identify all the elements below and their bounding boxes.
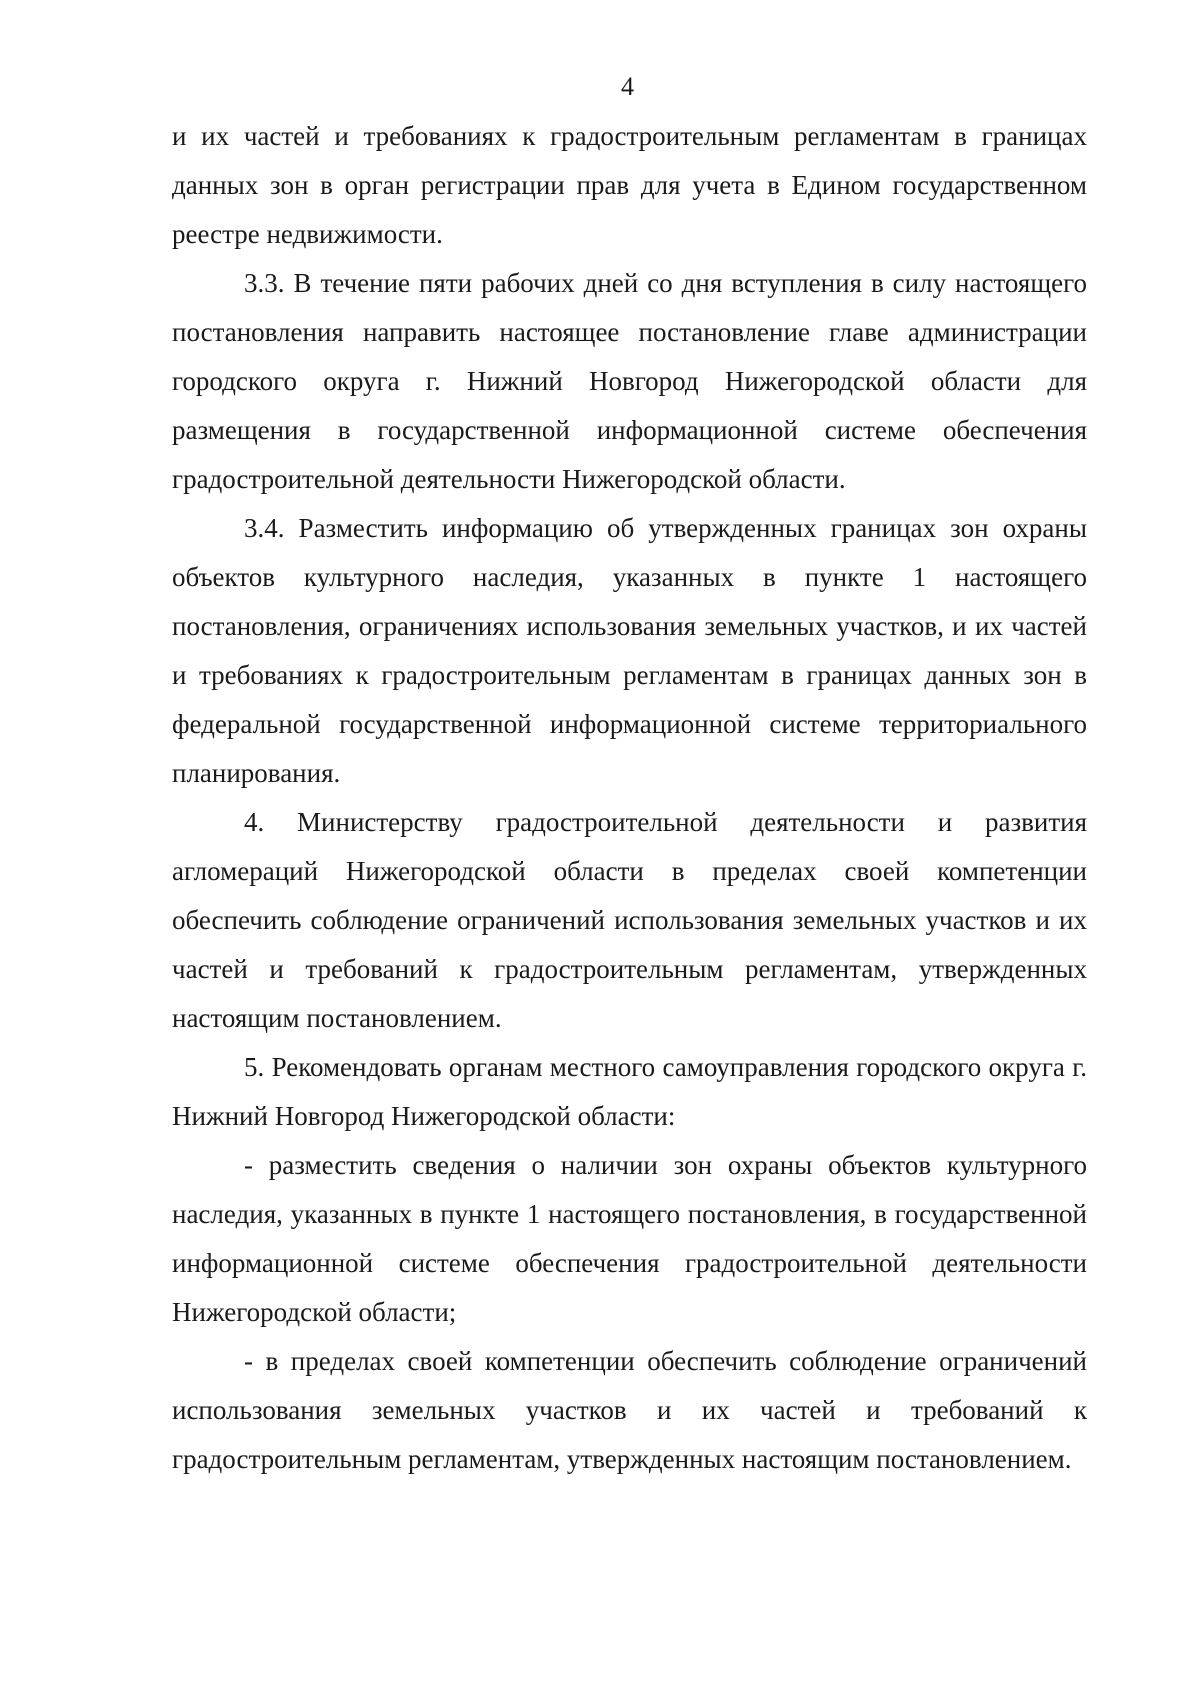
paragraph-4: 4. Министерству градостроительной деятельности и развития агломераций Нижегородской области в пределах своей компетенции обеспечить соблюдение ограничений использования земельных участков и их частей и требований к градостроительным регламентам, утвержденных настоящим постановлением.	[172, 807, 1087, 1033]
paragraph-3-3: 3.3. В течение пяти рабочих дней со дня вступления в силу настоящего постановления направить настоящее постановление главе администрации городского округа г. Нижний Новгород Нижегородской области для размещения в государственной информационной системе обеспечения градостроительной деятельности Нижегородской области.	[172, 268, 1087, 494]
document-body	[172, 112, 1087, 1484]
paragraph-5-item-2: - в пределах своей компетенции обеспечить соблюдение ограничений использования земельных участков и их частей и требований к градостроительным регламентам, утвержденных настоящим постановлением.	[172, 1346, 1087, 1474]
paragraph-3-4: 3.4. Разместить информацию об утвержденных границах зон охраны объектов культурного наследия, указанных в пункте 1 настоящего постановления, ограничениях использования земельных участков, и их частей и требованиях к градостроительным регламентам в границах данных зон в федеральной государственной информационной системе территориального планирования.	[172, 513, 1087, 788]
paragraph-continuation: и их частей и требованиях к градостроительным регламентам в границах данных зон в орган регистрации прав для учета в Едином государственном реестре недвижимости.	[172, 121, 1087, 249]
page-number: 4	[621, 72, 634, 101]
paragraph-5: 5. Рекомендовать органам местного самоуправления городского округа г. Нижний Новгород Нижегородской области:	[172, 1052, 1087, 1131]
paragraph-5-item-1: - разместить сведения о наличии зон охраны объектов культурного наследия, указанных в пункте 1 настоящего постановления, в государственной информационной системе обеспечения градостроительной деятельности Нижегородской области;	[172, 1150, 1087, 1327]
